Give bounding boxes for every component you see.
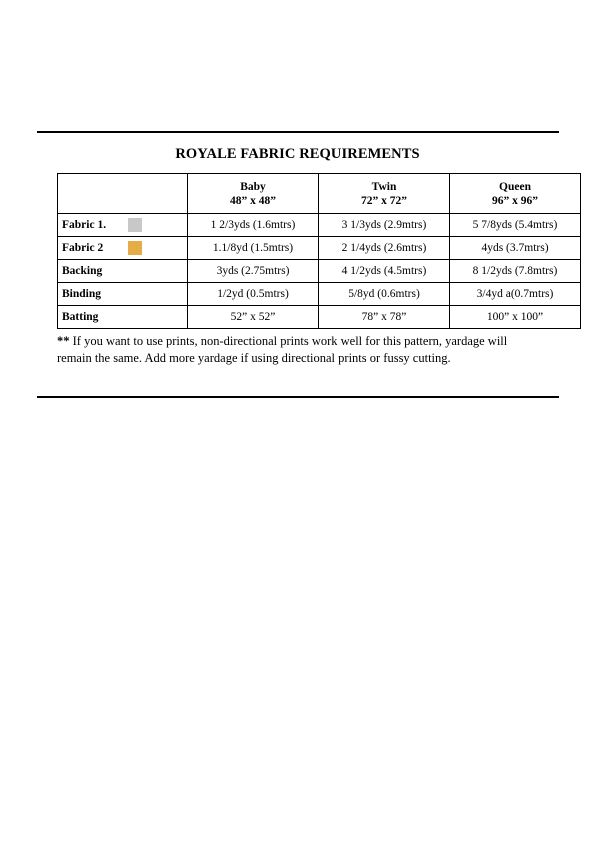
row-label-binding: Binding [58,283,188,306]
fabric-2-swatch [128,241,142,255]
table-row-backing [58,260,581,283]
fabric-requirements-table [57,173,581,329]
table-cell: 100” x 100” [450,306,581,329]
table-row-fabric-1 [58,214,581,237]
note-line-1: If you want to use prints, non-directional prints work well for this pattern, yardage will [69,334,508,348]
note-asterisks: ** [57,334,70,348]
row-label-batting: Batting [58,306,188,329]
header-baby-dimensions: 48” x 48” [230,194,276,207]
note-line-2: remain the same. Add more yardage if using directional prints or fussy cutting. [57,351,451,365]
table-cell: 4 1/2yds (4.5mtrs) [319,260,450,283]
row-label-text: Fabric 2 [62,242,104,254]
row-label-fabric-1 [58,214,188,237]
yardage-note [57,333,557,367]
table-row-batting [58,306,581,329]
fabric-1-swatch [128,218,142,232]
page-title: ROYALE FABRIC REQUIREMENTS [175,146,420,162]
table-cell: 4yds (3.7mtrs) [450,237,581,260]
table-cell: 8 1/2yds (7.8mtrs) [450,260,581,283]
header-queen [450,174,581,214]
header-baby [188,174,319,214]
table-cell: 78” x 78” [319,306,450,329]
header-twin-label: Twin [371,180,397,193]
header-twin [319,174,450,214]
table-cell: 1.1/8yd (1.5mtrs) [188,237,319,260]
table-header-row [58,174,581,214]
table-cell: 52” x 52” [188,306,319,329]
table-row-binding [58,283,581,306]
header-queen-dimensions: 96” x 96” [492,194,538,207]
table-cell: 1/2yd (0.5mtrs) [188,283,319,306]
table-row-fabric-2 [58,237,581,260]
table-cell: 2 1/4yds (2.6mtrs) [319,237,450,260]
table-cell: 5/8yd (0.6mtrs) [319,283,450,306]
row-label-text: Fabric 1. [62,219,107,231]
row-label-backing: Backing [58,260,188,283]
header-baby-label: Baby [240,180,266,193]
row-label-fabric-2 [58,237,188,260]
header-twin-dimensions: 72” x 72” [361,194,407,207]
header-empty-cell [58,174,188,214]
bottom-divider [37,396,559,398]
table-cell: 3/4yd a(0.7mtrs) [450,283,581,306]
table-cell: 5 7/8yds (5.4mtrs) [450,214,581,237]
table-cell: 3yds (2.75mtrs) [188,260,319,283]
table-cell: 3 1/3yds (2.9mtrs) [319,214,450,237]
table-cell: 1 2/3yds (1.6mtrs) [188,214,319,237]
header-queen-label: Queen [499,180,531,193]
top-divider [37,131,559,133]
